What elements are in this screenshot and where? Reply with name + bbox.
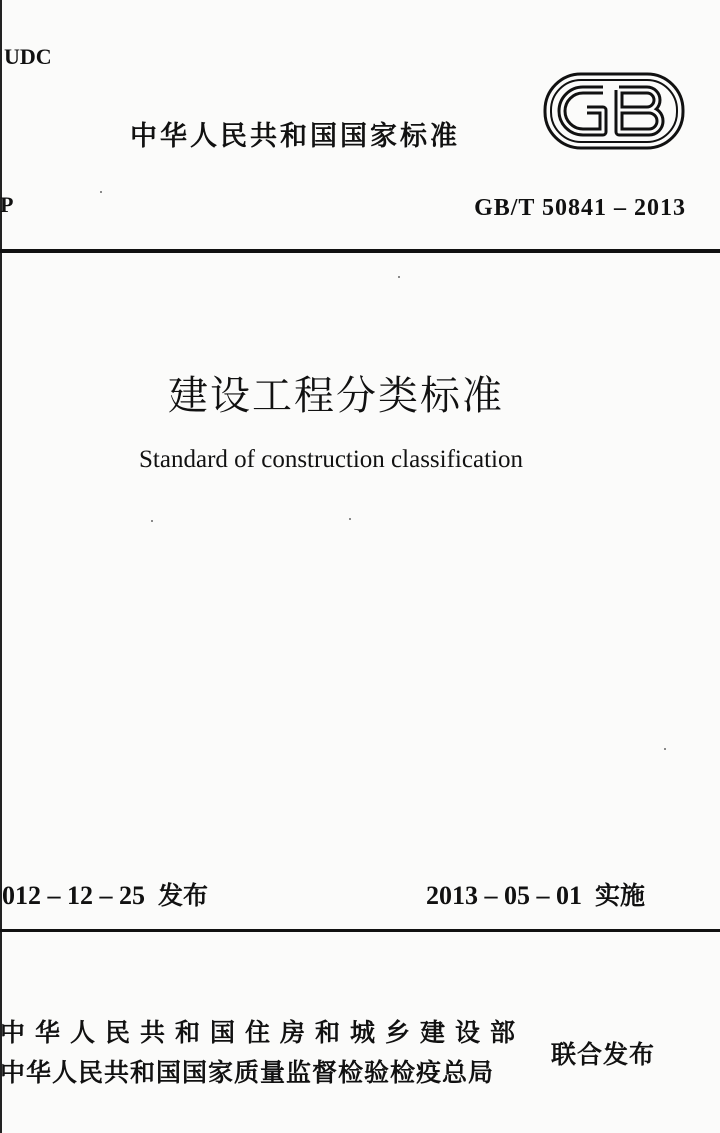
- issuer-aqsiq: 中华人民共和国国家质量监督检验检疫总局: [0, 1058, 495, 1087]
- effective-label: 实施: [595, 881, 646, 910]
- standard-code: GB/T 50841 – 2013: [474, 195, 686, 221]
- gb-logo-text: GB: [543, 72, 545, 73]
- national-standard-heading: 中华人民共和国国家标准: [130, 121, 460, 152]
- title-english: Standard of construction classification: [139, 446, 523, 473]
- scan-speck: [349, 518, 351, 520]
- udc-label: UDC: [4, 44, 52, 69]
- page-edge-line: [0, 0, 2, 1133]
- joint-release-label: 联合发布: [551, 1040, 656, 1069]
- effective-date-line: [426, 876, 645, 912]
- effective-date: 2013 – 05 – 01: [426, 881, 582, 910]
- issue-date: 012 – 12 – 25: [2, 881, 145, 910]
- issue-date-line: [2, 876, 208, 912]
- classification-p-label: P: [0, 192, 14, 217]
- bottom-divider: [0, 929, 720, 932]
- scan-speck: [151, 520, 153, 522]
- scan-speck: [100, 191, 102, 193]
- issuer-ministry: 中华人民共和国住房和城乡建设部: [0, 1018, 526, 1047]
- gb-logo: [543, 72, 685, 150]
- scan-speck: [398, 276, 400, 278]
- issue-label: 发布: [158, 881, 209, 910]
- scan-speck: [664, 748, 666, 750]
- title-chinese: 建设工程分类标准: [168, 373, 504, 419]
- top-divider: [0, 249, 720, 253]
